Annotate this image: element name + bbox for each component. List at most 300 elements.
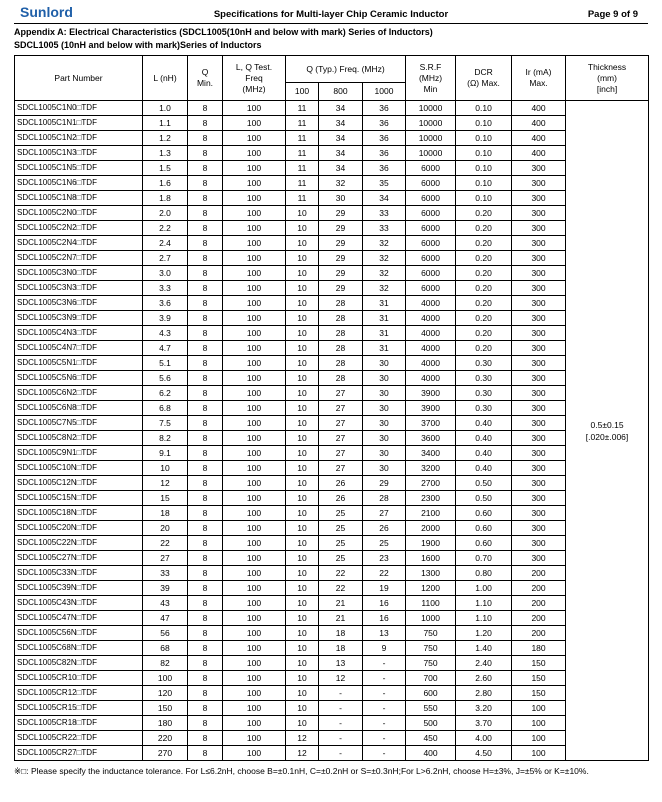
cell-srf: 1000	[406, 611, 456, 626]
cell-srf: 2000	[406, 521, 456, 536]
cell-q-100: 12	[286, 746, 319, 761]
cell-ir: 300	[512, 491, 566, 506]
cell-test-freq: 100	[223, 131, 286, 146]
cell-srf: 6000	[406, 221, 456, 236]
cell-dcr: 0.20	[456, 296, 512, 311]
test-label-3: (MHz)	[242, 83, 266, 94]
cell-test-freq: 100	[223, 686, 286, 701]
cell-test-freq: 100	[223, 746, 286, 761]
cell-inductance: 7.5	[143, 416, 188, 431]
cell-q-800: 22	[319, 581, 363, 596]
cell-q-100: 10	[286, 701, 319, 716]
cell-inductance: 150	[143, 701, 188, 716]
cell-q-800: 28	[319, 311, 363, 326]
table-body	[15, 101, 649, 761]
cell-srf: 6000	[406, 191, 456, 206]
cell-q-100: 10	[286, 371, 319, 386]
cell-inductance: 1.3	[143, 146, 188, 161]
cell-q-100: 10	[286, 311, 319, 326]
cell-ir: 200	[512, 581, 566, 596]
cell-part-number: SDCL1005C20N□TDF	[15, 521, 143, 536]
cell-q-800: 34	[319, 131, 363, 146]
cell-part-number: SDCL1005C1N2□TDF	[15, 131, 143, 146]
cell-q-1000: 30	[363, 461, 406, 476]
cell-ir: 300	[512, 416, 566, 431]
cell-part-number: SDCL1005C12N□TDF	[15, 476, 143, 491]
cell-q-1000: 19	[363, 581, 406, 596]
cell-q-800: 32	[319, 176, 363, 191]
cell-dcr: 0.40	[456, 446, 512, 461]
cell-srf: 450	[406, 731, 456, 746]
table-row	[15, 596, 649, 611]
cell-inductance: 68	[143, 641, 188, 656]
cell-dcr: 0.30	[456, 356, 512, 371]
cell-q-1000: 30	[363, 386, 406, 401]
cell-q-100: 10	[286, 506, 319, 521]
col-header-srf	[406, 56, 456, 101]
cell-q-100: 10	[286, 461, 319, 476]
table-row	[15, 131, 649, 146]
table-row	[15, 461, 649, 476]
cell-part-number: SDCL1005C1N5□TDF	[15, 161, 143, 176]
cell-dcr: 0.10	[456, 131, 512, 146]
cell-q-min: 8	[188, 671, 223, 686]
cell-part-number: SDCL1005C4N7□TDF	[15, 341, 143, 356]
cell-q-min: 8	[188, 716, 223, 731]
cell-q-800: -	[319, 716, 363, 731]
cell-dcr: 0.30	[456, 371, 512, 386]
cell-q-1000: 36	[363, 131, 406, 146]
col-header-freq-100: 100	[286, 83, 319, 101]
cell-dcr: 0.40	[456, 416, 512, 431]
cell-inductance: 27	[143, 551, 188, 566]
cell-inductance: 220	[143, 731, 188, 746]
cell-ir: 200	[512, 596, 566, 611]
cell-part-number: SDCL1005C33N□TDF	[15, 566, 143, 581]
cell-q-1000: 31	[363, 341, 406, 356]
cell-test-freq: 100	[223, 731, 286, 746]
cell-q-min: 8	[188, 206, 223, 221]
cell-dcr: 0.10	[456, 116, 512, 131]
cell-test-freq: 100	[223, 236, 286, 251]
cell-ir: 300	[512, 476, 566, 491]
cell-q-800: -	[319, 746, 363, 761]
cell-part-number: SDCL1005C1N8□TDF	[15, 191, 143, 206]
table-row	[15, 536, 649, 551]
cell-ir: 300	[512, 191, 566, 206]
cell-ir: 300	[512, 461, 566, 476]
cell-test-freq: 100	[223, 611, 286, 626]
cell-test-freq: 100	[223, 641, 286, 656]
thick-label-3: [inch]	[596, 83, 618, 94]
cell-dcr: 0.10	[456, 101, 512, 116]
table-row	[15, 491, 649, 506]
cell-part-number: SDCL1005C3N6□TDF	[15, 296, 143, 311]
cell-test-freq: 100	[223, 461, 286, 476]
cell-dcr: 0.10	[456, 146, 512, 161]
table-row	[15, 686, 649, 701]
table-row	[15, 731, 649, 746]
cell-ir: 300	[512, 536, 566, 551]
cell-test-freq: 100	[223, 536, 286, 551]
cell-q-1000: 36	[363, 101, 406, 116]
cell-inductance: 20	[143, 521, 188, 536]
cell-q-1000: -	[363, 746, 406, 761]
cell-srf: 4000	[406, 356, 456, 371]
cell-dcr: 0.20	[456, 341, 512, 356]
cell-ir: 300	[512, 356, 566, 371]
cell-q-1000: 16	[363, 596, 406, 611]
cell-q-100: 10	[286, 251, 319, 266]
cell-q-min: 8	[188, 131, 223, 146]
cell-test-freq: 100	[223, 116, 286, 131]
dcr-label-2: (Ω) Max.	[467, 78, 500, 88]
cell-part-number: SDCL1005C10N□TDF	[15, 461, 143, 476]
cell-q-800: 12	[319, 671, 363, 686]
table-row	[15, 476, 649, 491]
cell-test-freq: 100	[223, 251, 286, 266]
cell-q-min: 8	[188, 506, 223, 521]
cell-inductance: 3.0	[143, 266, 188, 281]
cell-q-100: 10	[286, 521, 319, 536]
cell-q-min: 8	[188, 146, 223, 161]
cell-test-freq: 100	[223, 521, 286, 536]
cell-q-100: 10	[286, 566, 319, 581]
cell-q-1000: -	[363, 671, 406, 686]
cell-inductance: 2.7	[143, 251, 188, 266]
cell-part-number: SDCL1005CR18□TDF	[15, 716, 143, 731]
cell-inductance: 5.6	[143, 371, 188, 386]
cell-q-1000: 30	[363, 446, 406, 461]
cell-q-100: 10	[286, 221, 319, 236]
cell-q-100: 10	[286, 596, 319, 611]
cell-inductance: 9.1	[143, 446, 188, 461]
cell-ir: 300	[512, 326, 566, 341]
table-row	[15, 251, 649, 266]
cell-inductance: 47	[143, 611, 188, 626]
cell-inductance: 12	[143, 476, 188, 491]
cell-srf: 750	[406, 656, 456, 671]
cell-q-min: 8	[188, 641, 223, 656]
cell-q-min: 8	[188, 221, 223, 236]
cell-inductance: 15	[143, 491, 188, 506]
cell-q-min: 8	[188, 341, 223, 356]
cell-srf: 4000	[406, 311, 456, 326]
cell-srf: 6000	[406, 251, 456, 266]
cell-ir: 400	[512, 146, 566, 161]
cell-srf: 10000	[406, 116, 456, 131]
cell-q-1000: 9	[363, 641, 406, 656]
cell-srf: 550	[406, 701, 456, 716]
cell-dcr: 0.30	[456, 386, 512, 401]
cell-inductance: 5.1	[143, 356, 188, 371]
cell-inductance: 6.2	[143, 386, 188, 401]
col-header-q-min	[188, 56, 223, 101]
cell-q-100: 10	[286, 476, 319, 491]
cell-q-800: 25	[319, 506, 363, 521]
cell-inductance: 180	[143, 716, 188, 731]
cell-q-800: 13	[319, 656, 363, 671]
table-row	[15, 551, 649, 566]
cell-q-100: 10	[286, 326, 319, 341]
cell-q-800: 34	[319, 146, 363, 161]
cell-q-800: 29	[319, 206, 363, 221]
cell-part-number: SDCL1005C2N2□TDF	[15, 221, 143, 236]
cell-srf: 2300	[406, 491, 456, 506]
cell-q-100: 10	[286, 641, 319, 656]
cell-test-freq: 100	[223, 671, 286, 686]
cell-srf: 10000	[406, 131, 456, 146]
cell-q-min: 8	[188, 626, 223, 641]
cell-dcr: 4.00	[456, 731, 512, 746]
cell-q-800: 25	[319, 551, 363, 566]
cell-q-1000: 30	[363, 416, 406, 431]
cell-ir: 300	[512, 446, 566, 461]
cell-q-min: 8	[188, 551, 223, 566]
cell-q-1000: 32	[363, 251, 406, 266]
cell-srf: 3900	[406, 401, 456, 416]
cell-q-min: 8	[188, 371, 223, 386]
cell-dcr: 0.20	[456, 251, 512, 266]
table-row	[15, 206, 649, 221]
cell-inductance: 8.2	[143, 431, 188, 446]
cell-part-number: SDCL1005C9N1□TDF	[15, 446, 143, 461]
table-row	[15, 326, 649, 341]
table-row	[15, 116, 649, 131]
cell-dcr: 0.10	[456, 176, 512, 191]
cell-q-min: 8	[188, 356, 223, 371]
cell-q-100: 10	[286, 281, 319, 296]
cell-q-1000: 32	[363, 281, 406, 296]
cell-dcr: 0.20	[456, 266, 512, 281]
table-row	[15, 671, 649, 686]
cell-q-800: 25	[319, 536, 363, 551]
cell-inductance: 1.6	[143, 176, 188, 191]
table-row	[15, 371, 649, 386]
cell-srf: 2100	[406, 506, 456, 521]
cell-inductance: 120	[143, 686, 188, 701]
table-row	[15, 221, 649, 236]
cell-q-min: 8	[188, 116, 223, 131]
cell-test-freq: 100	[223, 596, 286, 611]
cell-srf: 6000	[406, 206, 456, 221]
cell-test-freq: 100	[223, 431, 286, 446]
cell-dcr: 0.40	[456, 461, 512, 476]
cell-test-freq: 100	[223, 716, 286, 731]
cell-q-min: 8	[188, 566, 223, 581]
cell-part-number: SDCL1005CR22□TDF	[15, 731, 143, 746]
cell-q-1000: 16	[363, 611, 406, 626]
cell-q-1000: 36	[363, 146, 406, 161]
cell-srf: 4000	[406, 296, 456, 311]
cell-ir: 300	[512, 266, 566, 281]
cell-q-800: 27	[319, 461, 363, 476]
table-row	[15, 641, 649, 656]
table-row	[15, 311, 649, 326]
cell-part-number: SDCL1005C18N□TDF	[15, 506, 143, 521]
table-row	[15, 401, 649, 416]
cell-part-number: SDCL1005C22N□TDF	[15, 536, 143, 551]
cell-srf: 1900	[406, 536, 456, 551]
cell-srf: 400	[406, 746, 456, 761]
cell-q-100: 10	[286, 581, 319, 596]
col-header-q-typ: Q (Typ.) Freq. (MHz)	[286, 56, 406, 83]
cell-srf: 750	[406, 626, 456, 641]
cell-q-1000: 31	[363, 296, 406, 311]
cell-q-1000: 30	[363, 431, 406, 446]
cell-q-800: 28	[319, 356, 363, 371]
cell-dcr: 2.60	[456, 671, 512, 686]
cell-inductance: 270	[143, 746, 188, 761]
cell-inductance: 82	[143, 656, 188, 671]
table-row	[15, 746, 649, 761]
cell-srf: 6000	[406, 236, 456, 251]
document-title: Specifications for Multi-layer Chip Ceramic Inductor	[213, 9, 449, 20]
cell-q-min: 8	[188, 731, 223, 746]
cell-part-number: SDCL1005C2N4□TDF	[15, 236, 143, 251]
cell-part-number: SDCL1005C1N0□TDF	[15, 101, 143, 116]
cell-dcr: 0.50	[456, 476, 512, 491]
cell-part-number: SDCL1005C1N3□TDF	[15, 146, 143, 161]
tolerance-note: ※□: Please specify the inductance tolerance. For L≤6.2nH, choose B=±0.1nH, C=±0.2nH or S=±0.3nH;For L>6.2nH, choose H=±3%, J=±5% or K=±10%.	[14, 766, 589, 776]
col-header-ir	[512, 56, 566, 101]
cell-srf: 6000	[406, 266, 456, 281]
cell-part-number: SDCL1005C2N0□TDF	[15, 206, 143, 221]
cell-part-number: SDCL1005C7N5□TDF	[15, 416, 143, 431]
cell-q-1000: 31	[363, 326, 406, 341]
cell-test-freq: 100	[223, 326, 286, 341]
table-row	[15, 161, 649, 176]
cell-test-freq: 100	[223, 161, 286, 176]
cell-q-800: 26	[319, 476, 363, 491]
cell-q-min: 8	[188, 491, 223, 506]
cell-q-min: 8	[188, 251, 223, 266]
cell-ir: 150	[512, 671, 566, 686]
cell-inductance: 4.3	[143, 326, 188, 341]
cell-ir: 300	[512, 506, 566, 521]
cell-thickness	[566, 101, 649, 761]
cell-q-min: 8	[188, 701, 223, 716]
cell-q-100: 11	[286, 176, 319, 191]
cell-test-freq: 100	[223, 371, 286, 386]
cell-q-800: 29	[319, 221, 363, 236]
cell-test-freq: 100	[223, 656, 286, 671]
cell-srf: 2700	[406, 476, 456, 491]
cell-ir: 100	[512, 701, 566, 716]
table-row	[15, 566, 649, 581]
cell-q-800: 27	[319, 446, 363, 461]
cell-part-number: SDCL1005C68N□TDF	[15, 641, 143, 656]
cell-part-number: SDCL1005C39N□TDF	[15, 581, 143, 596]
cell-q-800: 27	[319, 401, 363, 416]
cell-q-min: 8	[188, 656, 223, 671]
cell-inductance: 33	[143, 566, 188, 581]
cell-dcr: 1.20	[456, 626, 512, 641]
cell-ir: 300	[512, 251, 566, 266]
dcr-label-1: DCR	[474, 67, 493, 77]
cell-ir: 300	[512, 206, 566, 221]
cell-q-100: 10	[286, 536, 319, 551]
cell-q-800: 28	[319, 341, 363, 356]
cell-test-freq: 100	[223, 341, 286, 356]
cell-dcr: 0.20	[456, 311, 512, 326]
cell-q-100: 10	[286, 206, 319, 221]
cell-test-freq: 100	[223, 401, 286, 416]
cell-srf: 3400	[406, 446, 456, 461]
cell-srf: 4000	[406, 326, 456, 341]
cell-q-800: 27	[319, 416, 363, 431]
cell-q-min: 8	[188, 611, 223, 626]
cell-inductance: 3.6	[143, 296, 188, 311]
cell-ir: 150	[512, 686, 566, 701]
cell-ir: 300	[512, 401, 566, 416]
cell-part-number: SDCL1005CR27□TDF	[15, 746, 143, 761]
cell-part-number: SDCL1005C1N1□TDF	[15, 116, 143, 131]
cell-q-800: 29	[319, 236, 363, 251]
cell-test-freq: 100	[223, 446, 286, 461]
cell-q-800: 28	[319, 296, 363, 311]
series-title: SDCL1005 (10nH and below with mark)Series of Inductors	[14, 40, 262, 50]
cell-dcr: 0.50	[456, 491, 512, 506]
table-row	[15, 656, 649, 671]
cell-srf: 1300	[406, 566, 456, 581]
cell-test-freq: 100	[223, 101, 286, 116]
cell-test-freq: 100	[223, 206, 286, 221]
cell-ir: 300	[512, 386, 566, 401]
cell-inductance: 2.2	[143, 221, 188, 236]
cell-part-number: SDCL1005CR15□TDF	[15, 701, 143, 716]
cell-inductance: 1.0	[143, 101, 188, 116]
cell-ir: 180	[512, 641, 566, 656]
cell-q-800: 26	[319, 491, 363, 506]
cell-dcr: 0.20	[456, 326, 512, 341]
cell-test-freq: 100	[223, 356, 286, 371]
brand-logo-text: Sunlord	[20, 4, 73, 20]
cell-q-800: 29	[319, 266, 363, 281]
cell-inductance: 3.9	[143, 311, 188, 326]
cell-dcr: 0.20	[456, 281, 512, 296]
cell-q-min: 8	[188, 326, 223, 341]
cell-dcr: 0.20	[456, 236, 512, 251]
cell-ir: 150	[512, 656, 566, 671]
cell-q-800: 25	[319, 521, 363, 536]
cell-inductance: 22	[143, 536, 188, 551]
cell-ir: 300	[512, 296, 566, 311]
table-row	[15, 266, 649, 281]
cell-ir: 300	[512, 176, 566, 191]
cell-srf: 1200	[406, 581, 456, 596]
cell-dcr: 2.80	[456, 686, 512, 701]
cell-q-1000: 23	[363, 551, 406, 566]
col-header-part-number: Part Number	[15, 56, 143, 101]
thick-label-1: Thickness	[587, 61, 627, 72]
cell-inductance: 39	[143, 581, 188, 596]
cell-dcr: 0.60	[456, 536, 512, 551]
cell-ir: 300	[512, 161, 566, 176]
cell-q-1000: 32	[363, 236, 406, 251]
cell-q-1000: 36	[363, 116, 406, 131]
cell-test-freq: 100	[223, 566, 286, 581]
cell-q-100: 10	[286, 611, 319, 626]
cell-q-min: 8	[188, 296, 223, 311]
cell-srf: 6000	[406, 176, 456, 191]
cell-ir: 300	[512, 311, 566, 326]
cell-q-1000: 27	[363, 506, 406, 521]
cell-q-1000: 33	[363, 206, 406, 221]
cell-q-min: 8	[188, 236, 223, 251]
table-row	[15, 716, 649, 731]
cell-q-800: 22	[319, 566, 363, 581]
